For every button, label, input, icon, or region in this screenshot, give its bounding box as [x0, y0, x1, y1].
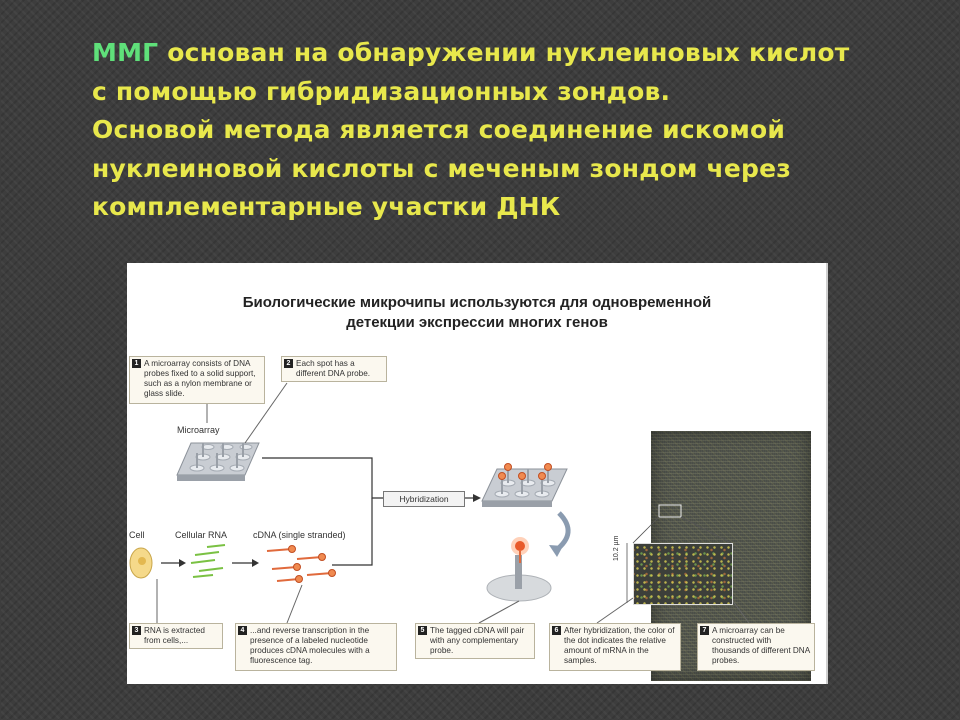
callout-1-number: 1 [132, 359, 141, 368]
figure-title-line-1: Биологические микрочипы используются для одновременной [242, 294, 712, 311]
callout-7 [697, 623, 815, 671]
text-line-2: с помощью гибридизационных зондов. [92, 76, 671, 106]
callout-7-text: A microarray can be constructed with thousands of different DNA probes. [712, 626, 810, 665]
label-microarray: Microarray [177, 425, 220, 435]
callout-3-number: 3 [132, 626, 141, 635]
label-scale: 10.2 µm [613, 535, 620, 561]
callout-6-text: After hybridization, the color of the dot indicates the relative amount of mRNA in the samples. [564, 626, 675, 665]
microarray-slide [177, 443, 259, 481]
cdna-strands [267, 546, 336, 583]
callout-6 [549, 623, 681, 671]
mmg-highlight: ММГ [92, 38, 159, 67]
figure-edge [826, 263, 828, 684]
slide-text [92, 34, 932, 227]
text-line-3: Основой метода является соединение искомой [92, 115, 786, 144]
hybridized-slide [482, 464, 567, 508]
callout-5-text: The tagged cDNA will pair with any complementary probe. [430, 626, 525, 655]
callout-4-text: ...and reverse transcription in the presence of a labeled nucleotide produces cDNA molecules with a fluorescence tag. [250, 626, 370, 665]
hybridization-box: Hybridization [383, 491, 465, 507]
zoomed-microarray-image [633, 543, 733, 605]
text-line-5: комплементарные участки ДНК [92, 192, 561, 221]
label-cell: Cell [129, 530, 145, 540]
text-line-4: нуклеиновой кислоты с меченым зондом через [92, 153, 792, 183]
microarray-figure [127, 263, 826, 684]
figure-title-line-2: детекции экспрессии многих генов [346, 314, 608, 331]
callout-3-text: RNA is extracted from cells,... [144, 626, 205, 645]
callout-4-number: 4 [238, 626, 247, 635]
callout-6-number: 6 [552, 626, 561, 635]
text-line-1-rest: основан на обнаружении нуклеиновых кислот [158, 38, 850, 67]
callout-2 [281, 356, 387, 382]
probe-closeup [487, 537, 551, 601]
figure-drawing [127, 263, 826, 684]
callout-5-number: 5 [418, 626, 427, 635]
callout-1-text: A microarray consists of DNA probes fixed to a solid support, such as a nylon membrane or glass slide. [144, 359, 256, 398]
callout-1 [129, 356, 265, 404]
label-cdna: cDNA (single stranded) [253, 530, 346, 540]
callout-2-text: Each spot has a different DNA probe. [296, 359, 371, 378]
callout-2-number: 2 [284, 359, 293, 368]
callout-4 [235, 623, 397, 671]
rna-strands [191, 545, 225, 577]
callout-3 [129, 623, 223, 649]
text-line-1 [92, 34, 932, 73]
callout-7-number: 7 [700, 626, 709, 635]
label-cellular-rna: Cellular RNA [175, 530, 228, 540]
callout-5 [415, 623, 535, 659]
cell-icon [130, 548, 152, 578]
